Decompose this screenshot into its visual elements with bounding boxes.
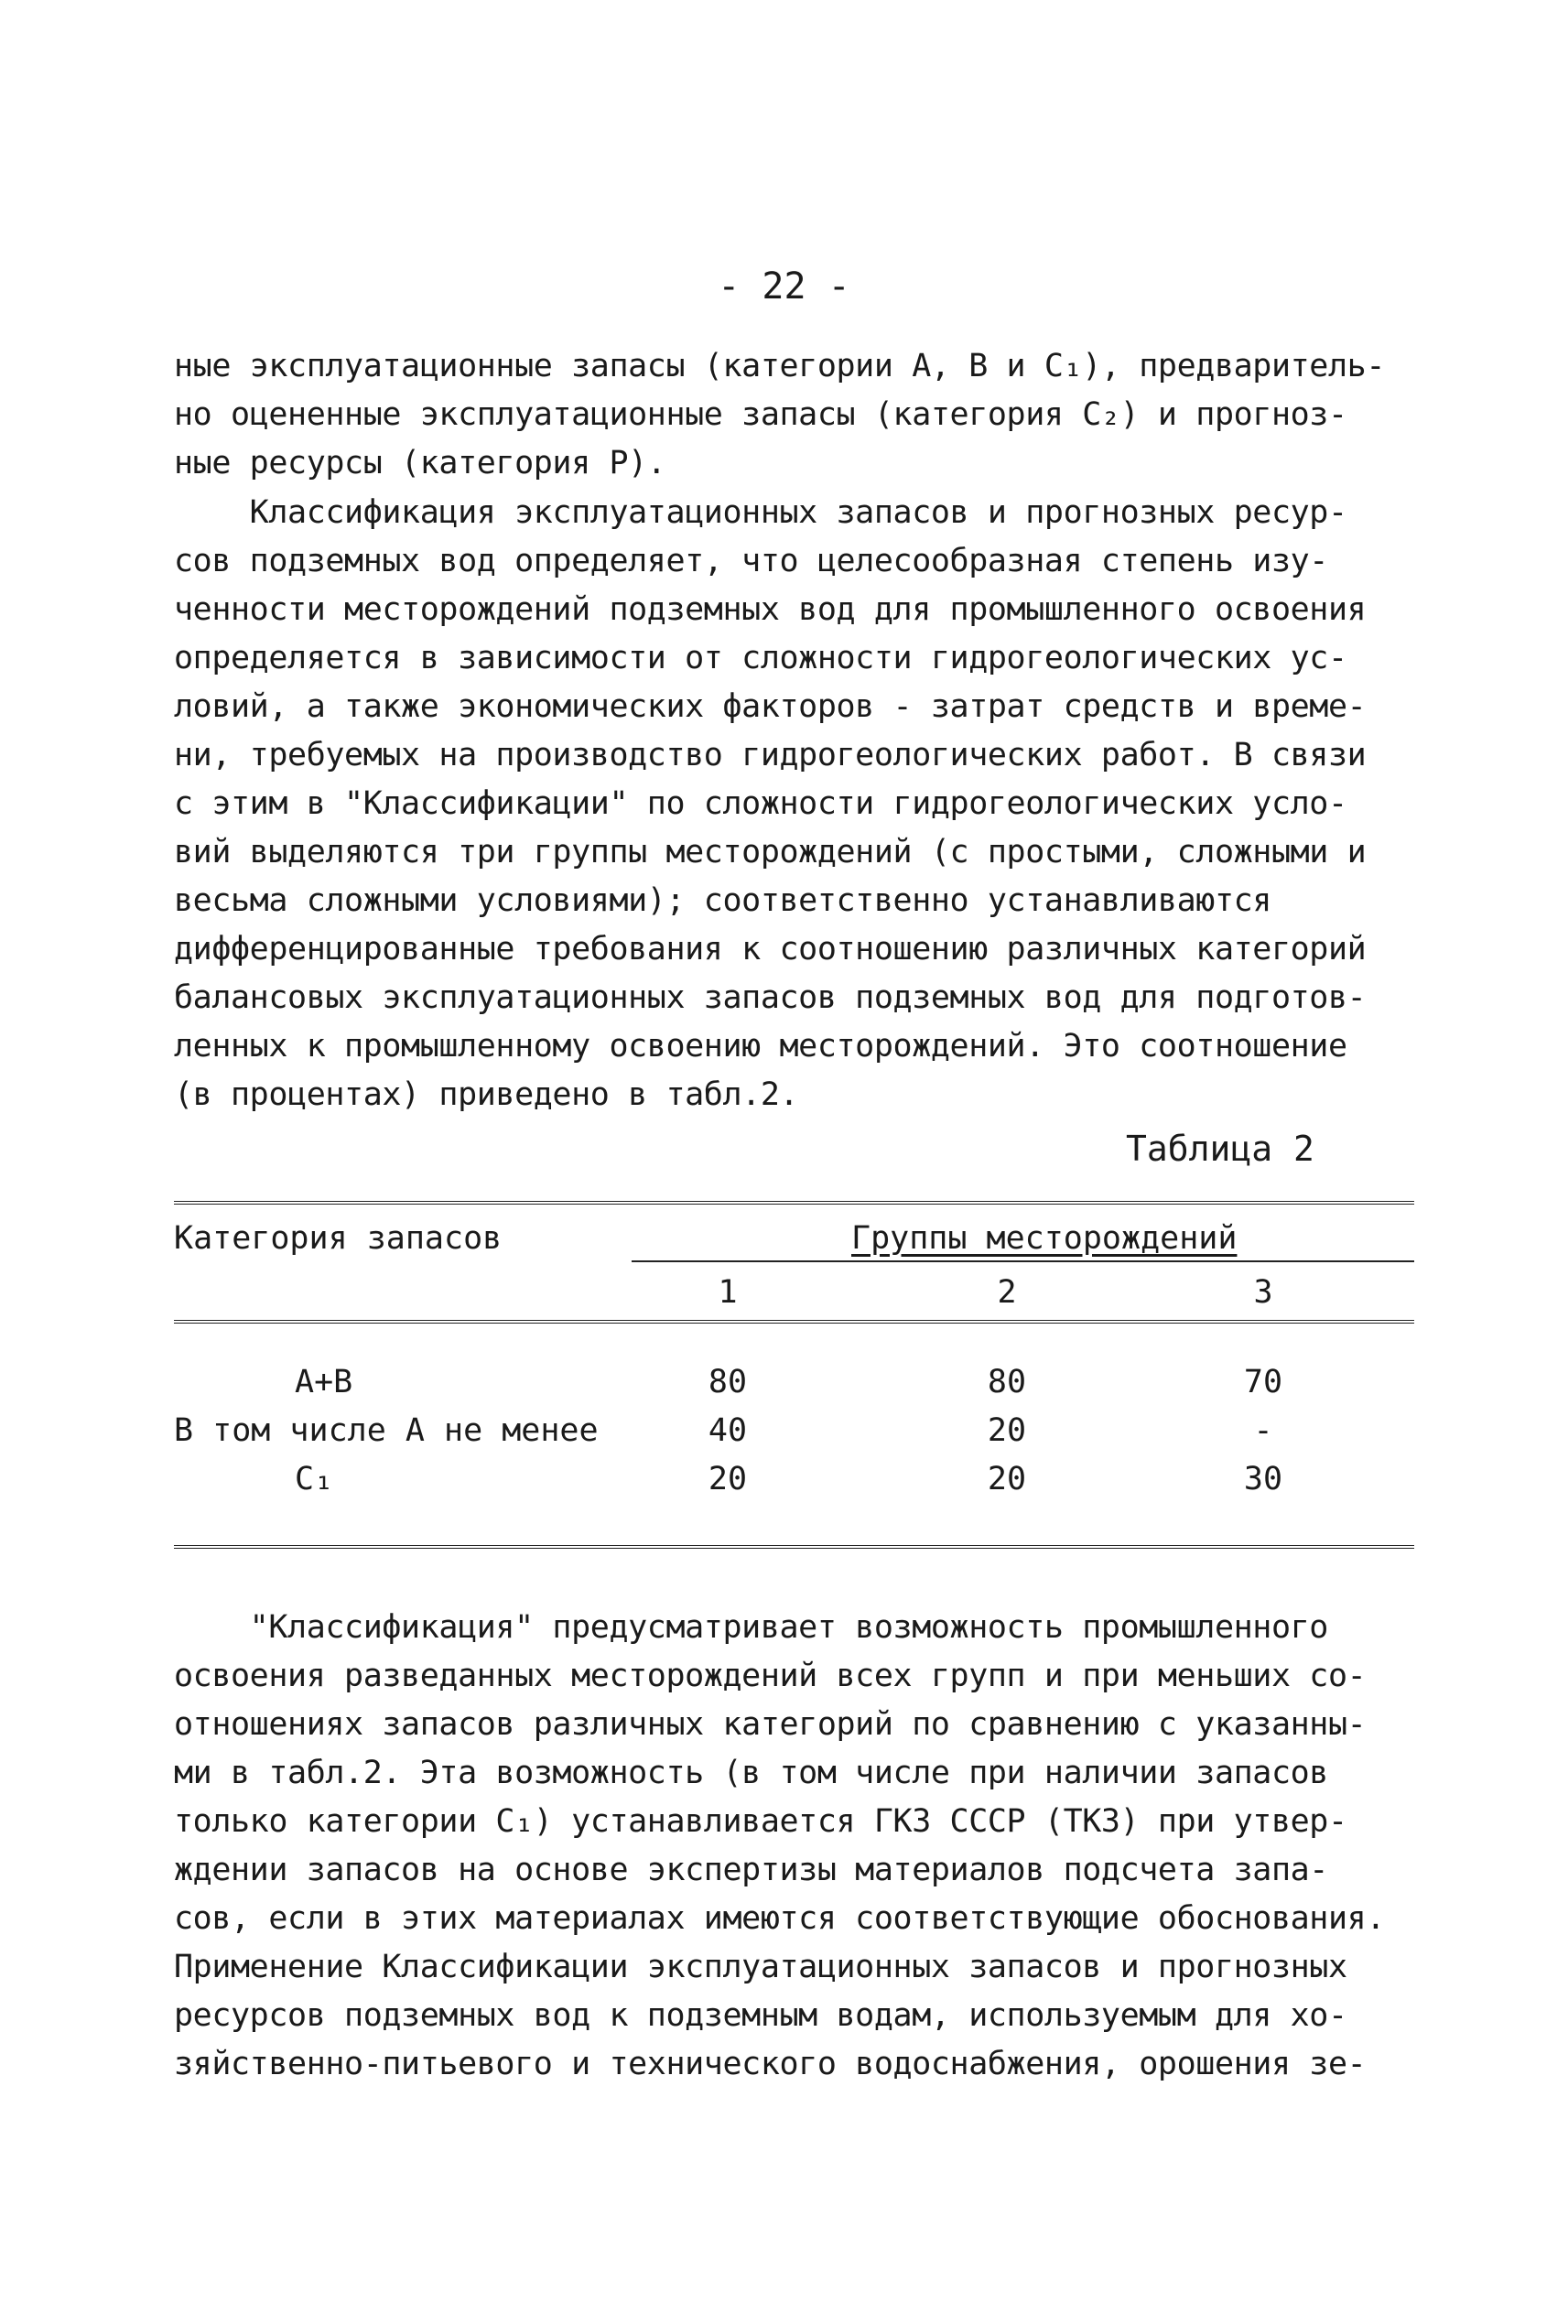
text-line: весьма сложными условиями); соответственно устанавливаются [174, 882, 1271, 919]
text-line: сов подземных вод определяет, что целесообразная степень изу- [174, 543, 1328, 579]
group-number: 2 [997, 1274, 1017, 1311]
table-cell: 20 [987, 1461, 1027, 1497]
table-top-rule [174, 1201, 1414, 1205]
text-line: дифференцированные требования к соотношению различных категорий [174, 931, 1367, 967]
text-line: определяется в зависимости от сложности гидрогеологических ус- [174, 640, 1347, 676]
text-line: ресурсов подземных вод к подземным водам, используемым для хо- [174, 1997, 1347, 2034]
page-number: - 22 - [718, 265, 850, 308]
text-line: зяйственно-питьевого и технического водоснабжения, орошения зе- [174, 2046, 1367, 2082]
text-line: ные ресурсы (категория Р). [174, 445, 666, 481]
text-line: ные эксплуатационные запасы (категории А, В и С₁), предваритель- [174, 348, 1385, 384]
category-header: Категория запасов [174, 1220, 503, 1257]
table-bottom-rule [174, 1545, 1414, 1549]
text-line: вий выделяются три группы месторождений (с простыми, сложными и [174, 834, 1367, 870]
table-cell: 80 [987, 1364, 1027, 1400]
row-label: В том числе А не менее [174, 1412, 599, 1449]
text-line: но оцененные эксплуатационные запасы (категория С₂) и прогноз- [174, 396, 1347, 433]
table-caption: Таблица 2 [1126, 1129, 1314, 1169]
text-line: отношениях запасов различных категорий по сравнению с указанны- [174, 1706, 1367, 1743]
row-label: А+В [295, 1364, 353, 1400]
table-cell: 80 [708, 1364, 748, 1400]
table-cell: 40 [708, 1412, 748, 1449]
table-cell: - [1253, 1412, 1273, 1449]
text-line: сов, если в этих материалах имеются соответствующие обоснования. [174, 1900, 1385, 1937]
text-line: "Классификация" предусматривает возможность промышленного [174, 1609, 1328, 1646]
row-label: С₁ [295, 1461, 334, 1497]
text-line: с этим в "Классификации" по сложности гидрогеологических усло- [174, 785, 1347, 822]
group-number: 3 [1253, 1274, 1273, 1311]
text-line: ми в табл.2. Эта возможность (в том числе при наличии запасов [174, 1755, 1328, 1791]
table-cell: 20 [708, 1461, 748, 1497]
text-line: (в процентах) приведено в табл.2. [174, 1076, 799, 1113]
text-line: ленных к промышленному освоению месторождений. Это соотношение [174, 1028, 1347, 1065]
text-line: ни, требуемых на производство гидрогеологических работ. В связи [174, 737, 1367, 773]
groups-header-rule [632, 1260, 1414, 1262]
text-line: Применение Классификации эксплуатационных запасов и прогнозных [174, 1949, 1347, 1985]
table-cell: 20 [987, 1412, 1027, 1449]
group-number: 1 [718, 1274, 738, 1311]
text-line: только категории С₁) устанавливается ГКЗ СССР (ТКЗ) при утвер- [174, 1803, 1347, 1840]
groups-header: Группы месторождений [851, 1220, 1238, 1257]
text-line: ждении запасов на основе экспертизы материалов подсчета запа- [174, 1852, 1328, 1888]
text-line: Классификация эксплуатационных запасов и прогнозных ресур- [174, 494, 1347, 531]
text-line: ченности месторождений подземных вод для промышленного освоения [174, 591, 1367, 628]
text-line: освоения разведанных месторождений всех групп и при меньших со- [174, 1658, 1367, 1694]
table-cell: 70 [1243, 1364, 1283, 1400]
table-cell: 30 [1243, 1461, 1283, 1497]
text-line: балансовых эксплуатационных запасов подземных вод для подготов- [174, 979, 1367, 1016]
text-line: ловий, а также экономических факторов - затрат средств и време- [174, 688, 1367, 725]
table-header-rule [174, 1320, 1414, 1324]
